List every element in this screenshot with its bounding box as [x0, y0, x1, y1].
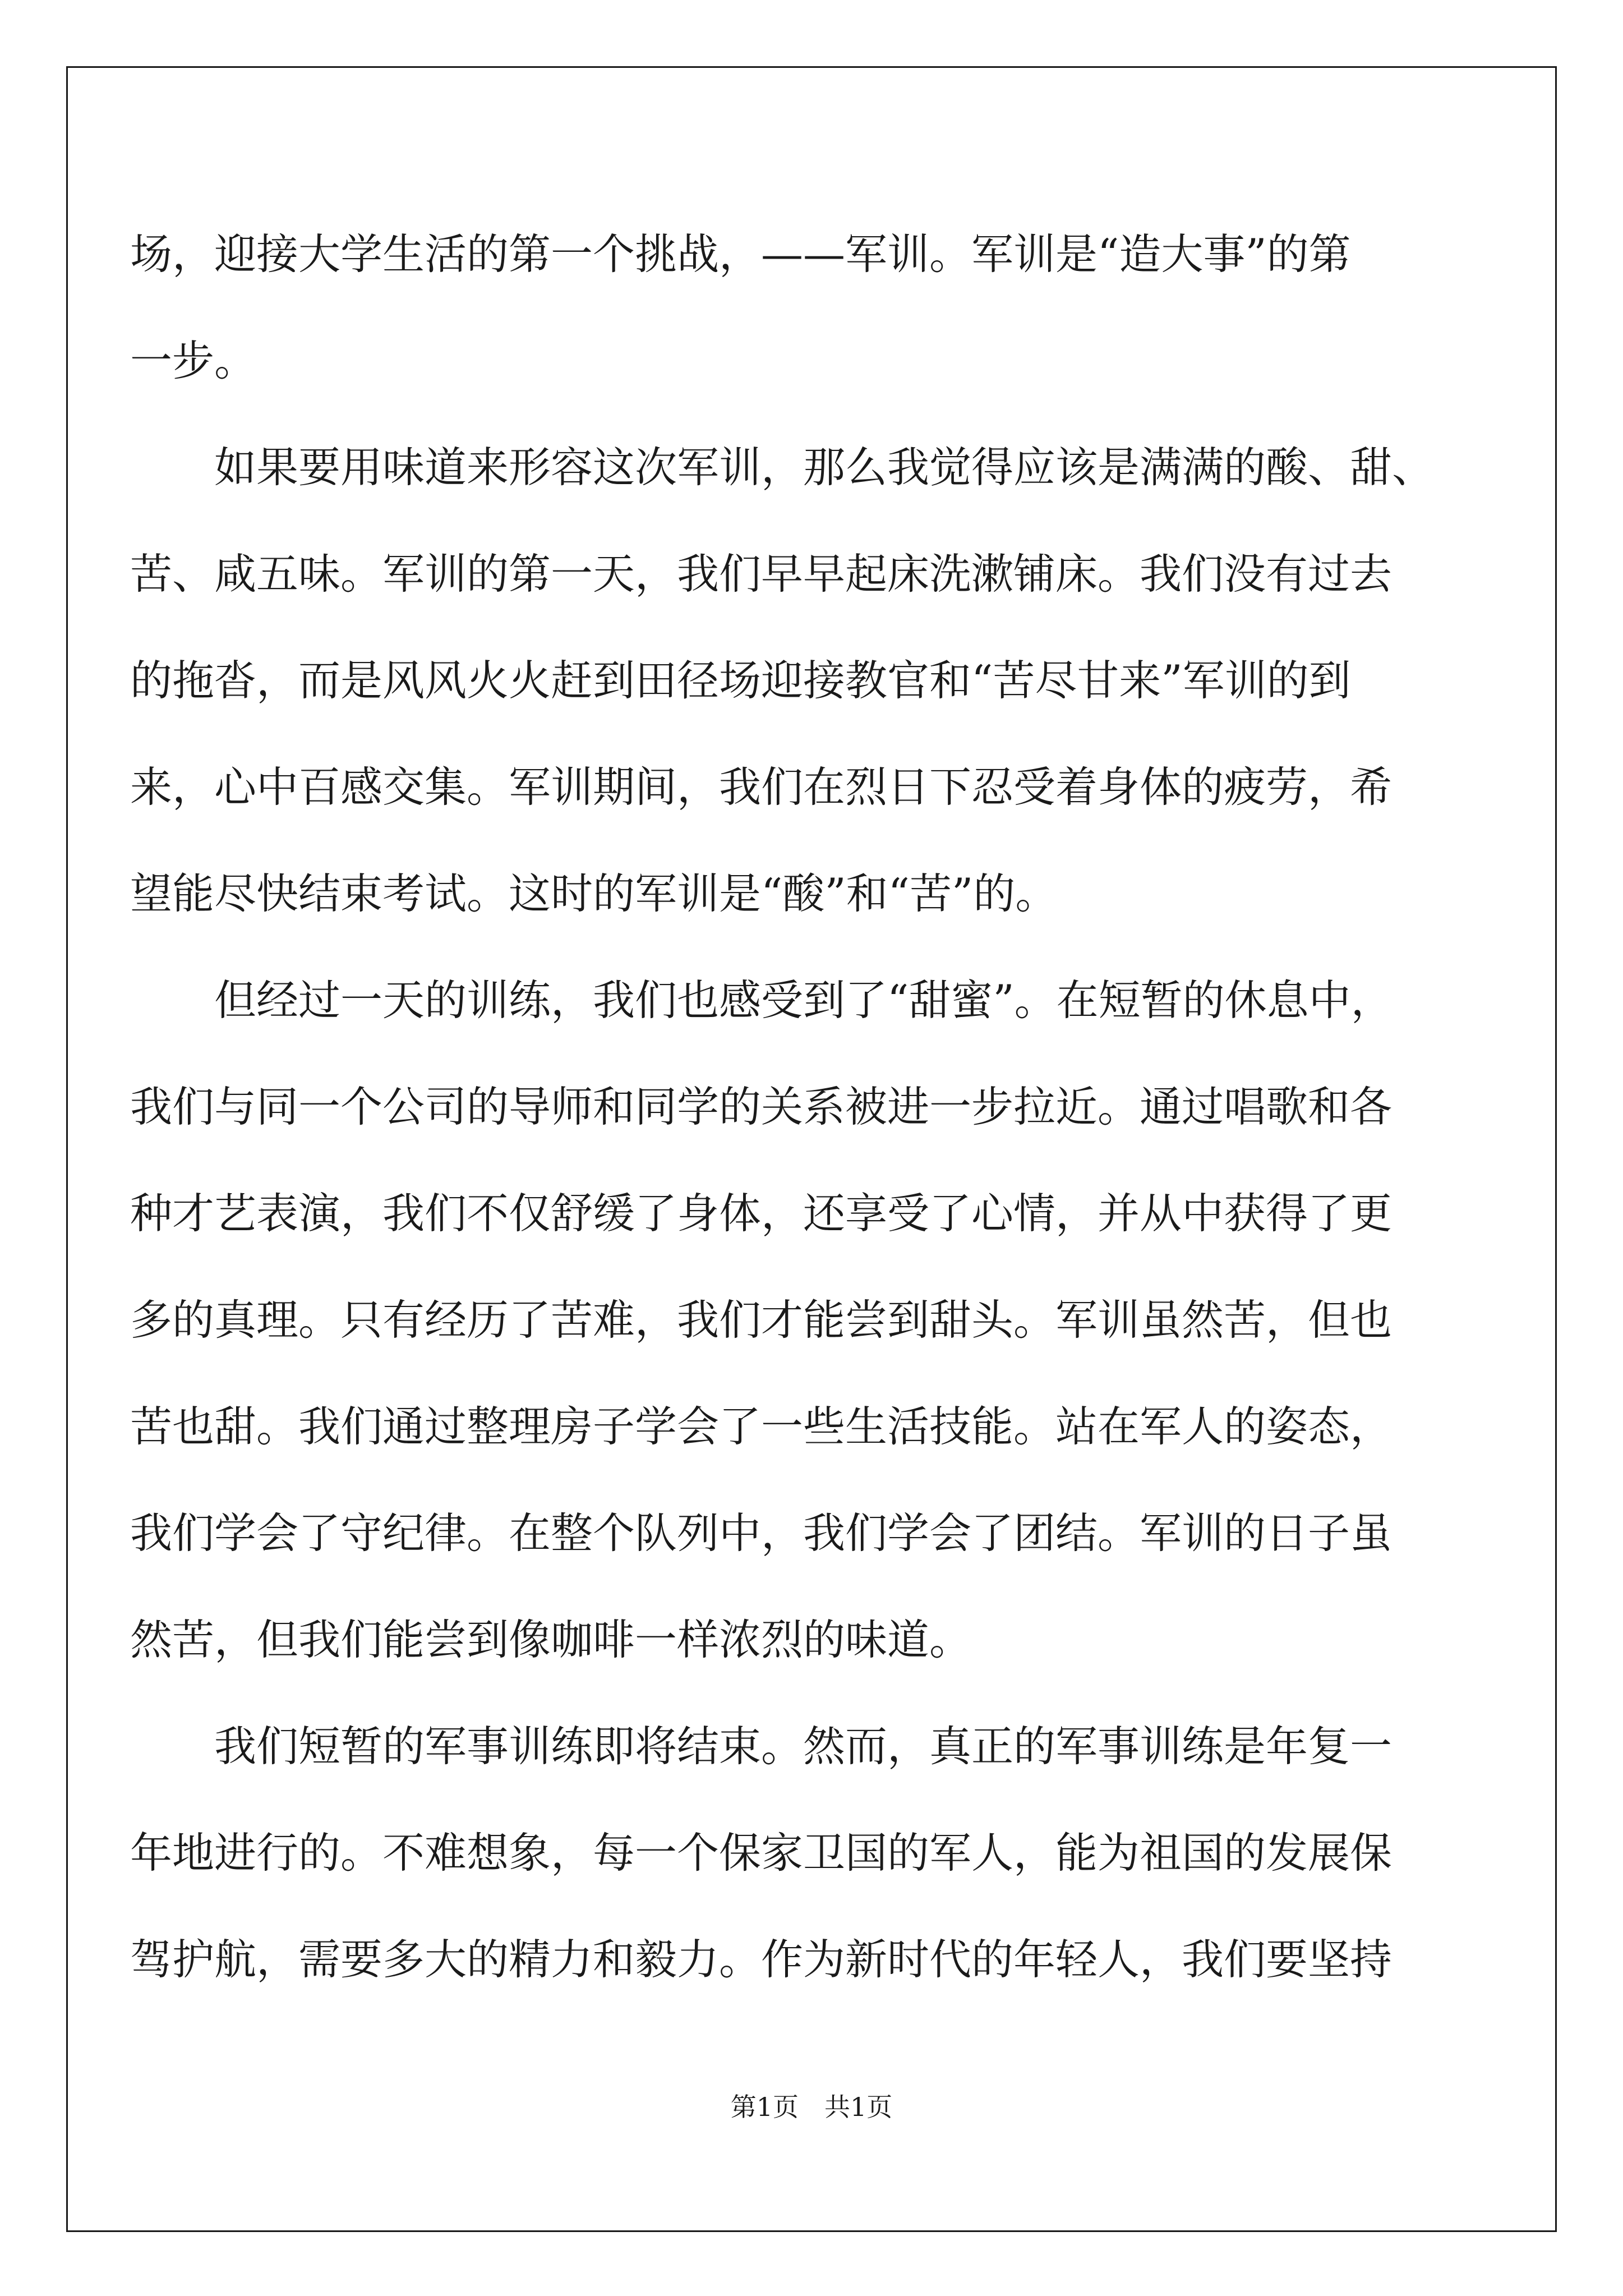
text-line: 年地进行的。不难想象，每一个保家卫国的军人，能为祖国的发展保	[130, 1828, 1393, 1878]
text-line: 的拖沓，而是风风火火赶到田径场迎接教官和“苦尽甘来”军训的到	[130, 656, 1351, 705]
document-body	[130, 201, 1435, 2013]
text-line: 望能尽快结束考试。这时的军训是“酸”和“苦”的。	[130, 869, 1058, 918]
text-line: 一步。	[130, 336, 257, 385]
text-line: 苦也甜。我们通过整理房子学会了一些生活技能。站在军人的姿态，	[130, 1402, 1393, 1451]
text-line: 来，心中百感交集。军训期间，我们在烈日下忍受着身体的疲劳，希	[130, 762, 1393, 812]
text-line: 多的真理。只有经历了苦难，我们才能尝到甜头。军训虽然苦，但也	[130, 1295, 1393, 1345]
text-line: 苦、咸五味。军训的第一天，我们早早起床洗漱铺床。我们没有过去	[130, 549, 1393, 599]
text-line: 我们学会了守纪律。在整个队列中，我们学会了团结。军训的日子虽	[130, 1508, 1393, 1558]
page-footer: 第1页 共1页	[730, 2092, 893, 2122]
text-line: 场，迎接大学生活的第一个挑战，——军训。军训是“造大事”的第	[130, 229, 1351, 279]
text-line: 然苦，但我们能尝到像咖啡一样浓烈的味道。	[130, 1615, 972, 1664]
text-line: 驾护航，需要多大的精力和毅力。作为新时代的年轻人，我们要坚持	[130, 1935, 1393, 1984]
text-line: 但经过一天的训练，我们也感受到了“甜蜜”。在短暂的休息中，	[214, 976, 1393, 1025]
text-line: 我们短暂的军事训练即将结束。然而，真正的军事训练是年复一	[214, 1722, 1393, 1771]
text-line: 我们与同一个公司的导师和同学的关系被进一步拉近。通过唱歌和各	[130, 1082, 1393, 1131]
text-line: 如果要用味道来形容这次军训，那么我觉得应该是满满的酸、甜、	[214, 443, 1435, 492]
text-line: 种才艺表演，我们不仅舒缓了身体，还享受了心情，并从中获得了更	[130, 1189, 1393, 1238]
